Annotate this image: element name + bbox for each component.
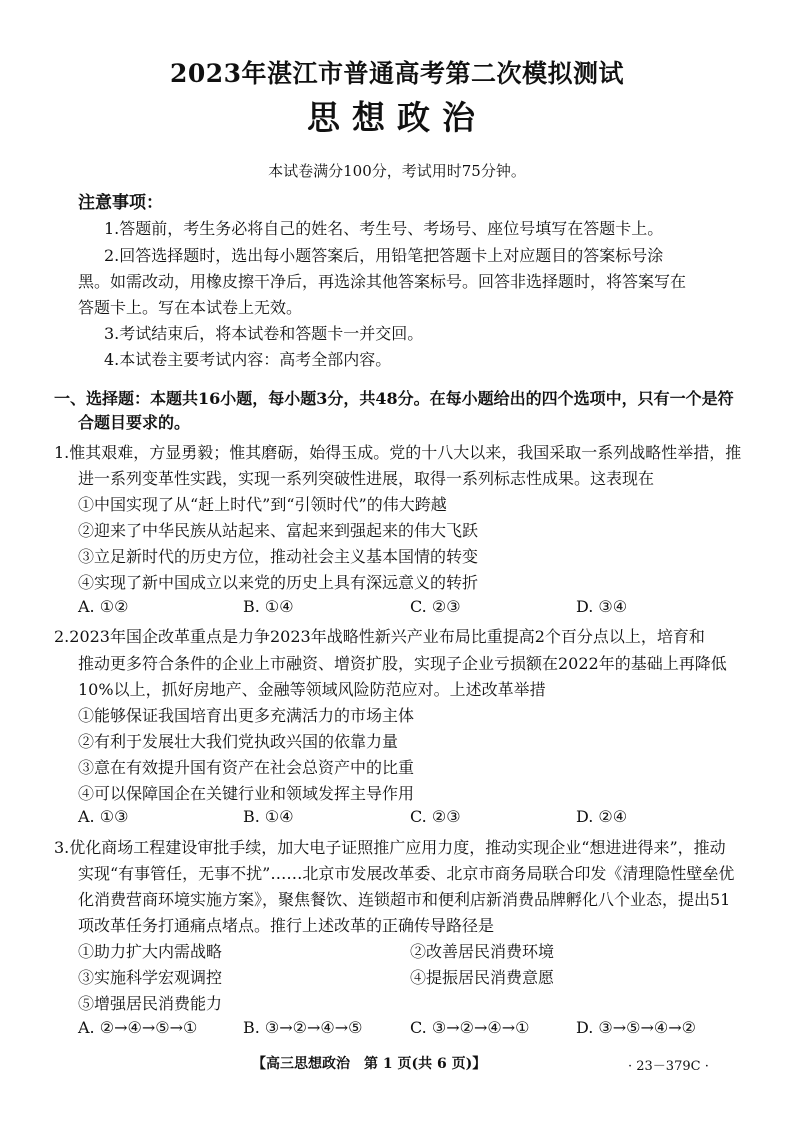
paper-code: · 23－379C · bbox=[628, 1059, 709, 1074]
q1-stem: 进一系列变革性实践，实现一系列突破性进展，取得一系列标志性成果。这表现在 bbox=[78, 469, 655, 488]
q3-item: ①助力扩大内需战略 bbox=[78, 942, 223, 961]
option-d[interactable]: D. ③→⑤→④→② bbox=[576, 1018, 697, 1037]
q3-stem: 项改革任务打通痛点堵点。推行上述改革的正确传导路径是 bbox=[78, 916, 495, 935]
q3-item: ②改善居民消费环境 bbox=[410, 942, 555, 961]
q3-stem: 实现“有事管任，无事不扰”……北京市发展改革委、北京市商务局联合印发《清理隐性壁垒优 bbox=[78, 864, 735, 883]
option-b[interactable]: B. ①④ bbox=[243, 597, 294, 616]
q3-item: ⑤增强居民消费能力 bbox=[78, 994, 223, 1013]
notes-line: 黑。如需改动，用橡皮擦干净后，再选涂其他答案标号。回答非选择题时，将答案写在 bbox=[78, 272, 687, 291]
notes-line: 3.考试结束后，将本试卷和答题卡一并交回。 bbox=[104, 324, 424, 343]
q3-stem: 化消费营商环境实施方案》，聚焦餐饮、连锁超市和便利店新消费品牌孵化八个业态，提出51 bbox=[78, 890, 731, 909]
notes-line: 1.答题前，考生务必将自己的姓名、考生号、考场号、座位号填写在答题卡上。 bbox=[104, 219, 664, 238]
option-a[interactable]: A. ①③ bbox=[78, 807, 129, 826]
exam-info: 本试卷满分100分，考试用时75分钟。 bbox=[268, 162, 526, 180]
page-footer: 【高三思想政治 第 1 页(共 6 页)】 bbox=[252, 1056, 487, 1072]
option-a[interactable]: A. ①② bbox=[78, 597, 129, 616]
option-d[interactable]: D. ③④ bbox=[576, 597, 628, 616]
exam-title: 2023年湛江市普通高考第二次模拟测试 bbox=[169, 59, 625, 88]
q3-stem: 3.优化商场工程建设审批手续，加大电子证照推广应用力度，推动实现企业“想进进得来”，推动 bbox=[54, 838, 726, 857]
option-c[interactable]: C. ③→②→④→① bbox=[410, 1018, 530, 1037]
notes-line: 2.回答选择题时，选出每小题答案后，用铅笔把答题卡上对应题目的答案标号涂 bbox=[104, 246, 664, 265]
q1-item: ③立足新时代的历史方位，推动社会主义基本国情的转变 bbox=[78, 547, 479, 566]
option-b[interactable]: B. ③→②→④→⑤ bbox=[243, 1018, 363, 1037]
section-heading: 一、选择题：本题共16小题，每小题3分，共48分。在每小题给出的四个选项中，只有一个是符 bbox=[54, 389, 734, 408]
option-b[interactable]: B. ①④ bbox=[243, 807, 294, 826]
option-c[interactable]: C. ②③ bbox=[410, 597, 461, 616]
notes-line: 答题卡上。写在本试卷上无效。 bbox=[78, 298, 303, 317]
q3-item: ④提振居民消费意愿 bbox=[410, 968, 555, 987]
section-heading-cont: 合题目要求的。 bbox=[78, 413, 191, 432]
q2-stem: 10%以上，抓好房地产、金融等领域风险防范应对。上述改革举措 bbox=[78, 680, 546, 699]
subject-title: 思想政治 bbox=[307, 98, 487, 137]
q1-item: ①中国实现了从“赶上时代”到“引领时代”的伟大跨越 bbox=[78, 495, 447, 514]
q2-stem: 2.2023年国企改革重点是力争2023年战略性新兴产业布局比重提高2个百分点以上，培育和 bbox=[54, 627, 705, 646]
q2-item: ③意在有效提升国有资产在社会总资产中的比重 bbox=[78, 758, 415, 777]
option-d[interactable]: D. ②④ bbox=[576, 807, 628, 826]
notes-heading: 注意事项： bbox=[78, 193, 163, 213]
q1-stem: 1.惟其艰难，方显勇毅；惟其磨砺，始得玉成。党的十八大以来，我国采取一系列战略性举措，推 bbox=[54, 443, 742, 462]
q2-stem: 推动更多符合条件的企业上市融资、增资扩股，实现子企业亏损额在2022年的基础上再降低 bbox=[78, 654, 727, 673]
option-a[interactable]: A. ②→④→⑤→① bbox=[78, 1018, 198, 1037]
q3-item: ③实施科学宏观调控 bbox=[78, 968, 223, 987]
q1-item: ④实现了新中国成立以来党的历史上具有深远意义的转折 bbox=[78, 573, 479, 592]
notes-line: 4.本试卷主要考试内容：高考全部内容。 bbox=[104, 350, 392, 369]
q2-item: ④可以保障国企在关键行业和领域发挥主导作用 bbox=[78, 784, 415, 803]
q2-item: ②有利于发展壮大我们党执政兴国的依靠力量 bbox=[78, 732, 399, 751]
q1-item: ②迎来了中华民族从站起来、富起来到强起来的伟大飞跃 bbox=[78, 521, 479, 540]
option-c[interactable]: C. ②③ bbox=[410, 807, 461, 826]
q2-item: ①能够保证我国培育出更多充满活力的市场主体 bbox=[78, 706, 415, 725]
